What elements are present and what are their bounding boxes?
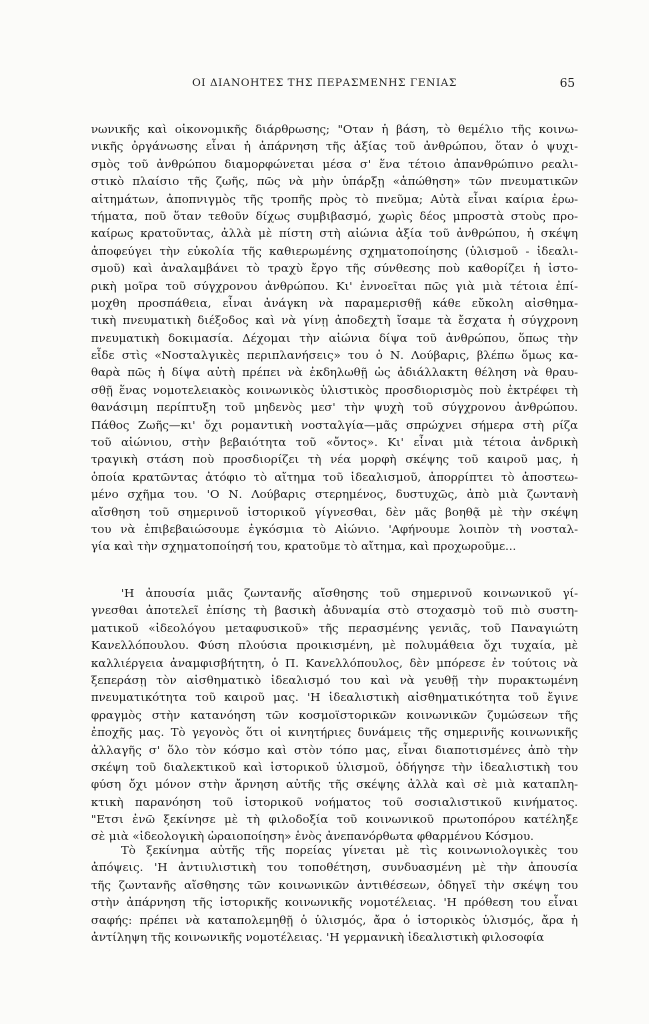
text-line: σκέψη τοῦ διαλεκτικοῦ καὶ ἱστορικοῦ ὑλισμοῦ, ὁδήγησε τὴν ἰδεαλιστικὴ του (91, 759, 578, 774)
text-line: κτικὴ παρανόηση τοῦ ἱστορικοῦ νοήματος τοῦ σοσιαλιστικοῦ κινήματος. (91, 794, 578, 809)
text-line: ἀλλαγῆς σ' ὅλο τὸν κόσμο καὶ στὸν τόπο μας, εἶναι διαποτισμένες ἀπὸ τὴν (91, 742, 578, 757)
paragraph-3 (91, 842, 578, 946)
text-line: τραγικὴ στάση ποὺ προσδιορίζει τὴ νέα μορφὴ σκέψης τοῦ καιροῦ μας, ἡ (91, 452, 578, 467)
text-line: θανάσιμη περίπτυξη τοῦ μηδενὸς μεσ' τὴν ψυχὴ τοῦ σύγχρονου ἀνθρώπου. (91, 400, 578, 415)
text-line: νικῆς ὀργάνωσης εἶναι ἡ ἀπάρνηση τῆς ἀξίας τοῦ ἀνθρώπου, ὅταν ὁ ψυχι- (91, 139, 578, 154)
text-line: φύση ὄχι μόνον στὴν ἄρνηση αὐτῆς τῆς σκέψης ἀλλὰ καὶ σὲ μιὰ καταπλη- (91, 777, 578, 792)
text-line: στικὸ πλαίσιο τῆς ζωῆς, πῶς νὰ μὴν ὑπάρξῃ «ἀπώθηση» τῶν πνευματικῶν (91, 174, 578, 189)
text-line: σμοῦ) καὶ ἀναλαμβάνει τὸ τραχὺ ἔργο τῆς σύνθεσης ποὺ καθορίζει ἡ ἱστο- (91, 261, 578, 276)
text-line: μοχθη προσπάθεια, εἶναι ἀνάγκη νὰ παραμερισθῇ κάθε εὔκολη αἰσθημα- (91, 295, 578, 310)
text-line: σμὸς τοῦ ἀνθρώπου διαμορφώνεται μέσα σ' ἕνα τέτοιο ἀπανθρώπινο ρεαλι- (91, 156, 578, 171)
text-line: αἴσθηση τοῦ σημερινοῦ ἱστορικοῦ γίγνεσθαι, δὲν μᾶς βοηθᾷ μὲ τὴν σκέψη (91, 504, 578, 519)
text-line: στὴν ἀπάρνηση τῆς ἱστορικῆς κοινωνικῆς νομοτέλειας. 'Η πρόθεση του εἶναι (91, 895, 578, 910)
page-number: 65 (559, 76, 575, 90)
text-line: καλλιέργεια ἀναμφισβήτητη, ὁ Π. Κανελλόπουλος, δὲν μπόρεσε ἐν τούτοις νὰ (91, 655, 578, 670)
text-line: ματικοῦ «ἰδεολόγου μεταφυσικοῦ» τῆς περασμένης γενιᾶς, τοῦ Παναγιώτη (91, 620, 578, 635)
text-line: σὲ μιὰ «ἰδεολογικὴ ὡραιοποίηση» ἑνὸς ἀνεπανόρθωτα φθαρμένου Κόσμου. (91, 829, 534, 844)
text-line: Τὸ ξεκίνημα αὐτῆς τῆς πορείας γίνεται μὲ τὶς κοινωνιολογικὲς του (121, 843, 578, 857)
text-line: πνευματικὴ δοκιμασία. Δέχομαι τὴν αἰώνια δίψα τοῦ ἀνθρώπου, ὅπως τὴν (91, 330, 578, 345)
text-line: Πάθος Ζωῆς—κι' ὄχι ρομαντικὴ νοσταλγία—μᾶς σπρώχνει σήμερα στὴ ρίζα (91, 417, 578, 432)
text-line: ρικὴ μοῖρα τοῦ σύγχρονου ἀνθρώπου. Κι' ἐννοεῖται πῶς γιὰ μιὰ τέτοια ἐπί- (91, 278, 578, 293)
text-line: τοῦ αἰώνιου, στὴν βεβαιότητα τοῦ «ὄντος». Κι' εἶναι μιὰ τέτοια ἀνδρικὴ (91, 435, 578, 450)
text-line: γία καὶ τὴν σχηματοποίησή του, κρατοῦμε τὸ αἴτημα, καὶ προχωροῦμε... (91, 539, 517, 554)
text-line: αἰτημάτων, ἀποπνιγμὸς τῆς τροπῆς πρὸς τὸ πνεῦμα; Αὐτὰ εἶναι καίρια ἐρω- (91, 191, 578, 206)
chapter-title: ΟΙ ΔΙΑΝΟΗΤΕΣ ΤΗΣ ΠΕΡΑΣΜΕΝΗΣ ΓΕΝΙΑΣ (192, 77, 457, 89)
text-line: σαφής: πρέπει νὰ καταπολεμηθῇ ὁ ὑλισμός, ἄρα ὁ ἱστορικὸς ὑλισμός, ἄρα ἡ (91, 912, 578, 927)
text-line: 'Η ἀπουσία μιᾶς ζωντανῆς αἴσθησης τοῦ σημερινοῦ κοινωνικοῦ γί- (121, 586, 578, 600)
text-line: τικὴ πνευματικὴ διέξοδος καὶ νὰ γίνῃ ἀποδεχτὴ ἴσαμε τὰ ἔσχατα ἡ σύγχρονη (91, 313, 578, 328)
text-line: ξεπεράσῃ τὸν αἰσθηματικὸ ἰδεαλισμό του καὶ νὰ γευθῇ τὴν πυρακτωμένη (91, 672, 578, 687)
text-line: του νὰ ἐπιβεβαιώσουμε ἐγκόσμια τὸ Αἰώνιο. 'Αφήνουμε λοιπὸν τὴ νοσταλ- (91, 521, 578, 536)
paragraph-1 (91, 121, 578, 556)
text-line: καίρως κρατοῦντας, ἀλλὰ μὲ πίστη στὴ αἰώνια ἀξία τοῦ ἀνθρώπου, ἡ σκέψη (91, 226, 578, 241)
text-line: ἀποφεύγει τὴν εὐκολία τῆς καθιερωμένης σχηματοποίησης (ὑλισμοῦ - ἰδεαλι- (91, 243, 578, 258)
text-line: ἐποχῆς μας. Τὸ γεγονὸς ὅτι οἱ κινητήριες δυνάμεις τῆς σημερινῆς κοινωνικῆς (91, 725, 578, 740)
text-line: φραγμὸς στὴν κατανόηση τῶν κοσμοϊστορικῶν κοινωνικῶν ζυμώσεων τῆς (91, 707, 578, 722)
text-line: ἀντίληψη τῆς κοινωνικῆς νομοτέλειας. 'Η γερμανικὴ ἰδεαλιστικὴ φιλοσοφία (91, 929, 545, 944)
paragraph-2 (91, 585, 578, 846)
text-line: Κανελλόπουλου. Φύση πλούσια προικισμένη, μὲ πολυμάθεια ὄχι τυχαία, μὲ (91, 638, 578, 653)
running-header (0, 77, 649, 95)
text-line: τήματα, ποῦ ὅταν τεθοῦν δίχως συμβιβασμό, χωρὶς δέος μπροστὰ στοὺς προ- (91, 208, 578, 223)
text-line: νωνικῆς καὶ οἰκονομικῆς διάρθρωσης; "Οταν ἡ βάση, τὸ θεμέλιο τῆς κοινω- (91, 122, 578, 136)
text-line: θαρὰ πῶς ἡ δίψα αὐτὴ πρέπει νὰ ἐκδηλωθῇ ὡς ἀδιάλλακτη θέληση νὰ θραυ- (91, 365, 578, 380)
text-line: σθῇ ἕνας νομοτελειακὸς κοινωνικὸς ὑλιστικὸς προσδιορισμὸς ποὺ ἐκτρέφει τὴ (91, 382, 578, 397)
text-line: εἶδε στὶς «Νοσταλγικὲς περιπλανήσεις» του ὁ Ν. Λούβαρις, βλέπω ὅμως κα- (91, 348, 578, 363)
text-line: ἀπόψεις. 'Η ἀντιυλιστικὴ του τοποθέτηση, συνδυασμένη μὲ τὴν ἀπουσία (91, 860, 578, 875)
text-line: πνευματικότητα τοῦ καιροῦ μας. 'Η ἰδεαλιστικὴ αἰσθηματικότητα τοῦ ἔγινε (91, 690, 578, 705)
text-line: τῆς ζωντανῆς αἴσθησης τῶν κοινωνικῶν ἀντιθέσεων, ὁδηγεῖ τὴν σκέψη του (91, 877, 578, 892)
text-line: γνεσθαι ἀποτελεῖ ἐπίσης τὴ βασικὴ ἀδυναμία στὸ στοχασμὸ τοῦ πιὸ συστη- (91, 603, 578, 618)
text-line: "Ετσι ἐνῶ ξεκίνησε μὲ τὴ φιλοδοξία τοῦ κοινωνικοῦ πρωτοπόρου κατέληξε (91, 812, 578, 827)
text-line: μένο σχῆμα του. 'Ο Ν. Λούβαρις στερημένος, δυστυχῶς, ἀπὸ μιὰ ζωντανὴ (91, 487, 578, 502)
text-line: ὁποία κρατῶντας ἀτόφιο τὸ αἴτημα τοῦ ἰδεαλισμοῦ, ἀπορρίπτει τὸ ἀποστεω- (91, 469, 578, 484)
